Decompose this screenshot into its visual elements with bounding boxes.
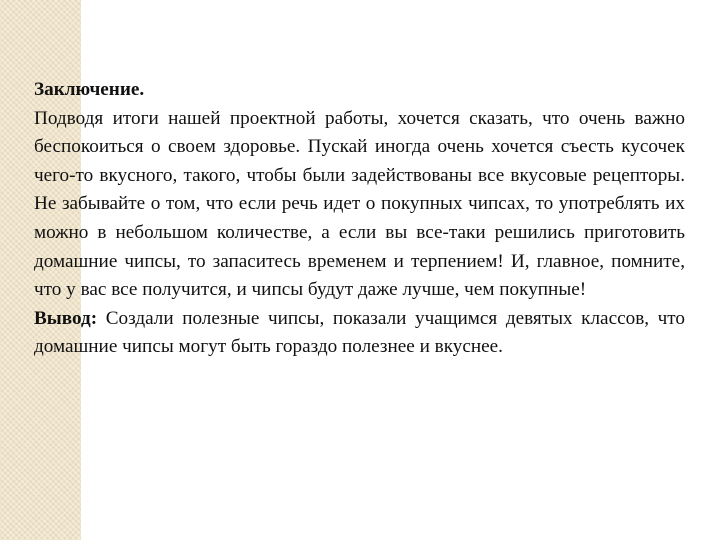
result-text: Создали полезные чипсы, показали учащимся девятых классов, что домашние чипсы могут быть гораздо полезнее и вкуснее. [34,307,685,358]
slide-heading: Заключение. [34,79,145,100]
result-paragraph [34,305,685,362]
conclusion-paragraph: Подводя итоги нашей проектной работы, хочется сказать, что очень важно беспокоиться о своем здоровье. Пускай иногда очень хочется съесть кусочек чего-то вкусного, такого, чтобы были задействованы все вкусовые рецепторы. Не забывайте о том, что если речь идет о покупных чипсах, то употреблять их можно в небольшом количестве, а если вы все-таки решились приготовить домашние чипсы, то запаситесь временем и терпением! И, главное, помните, что у вас все получится, и чипсы будут даже лучше, чем покупные! [34,107,685,301]
result-label: Вывод: [34,307,98,329]
slide-content [34,76,685,362]
